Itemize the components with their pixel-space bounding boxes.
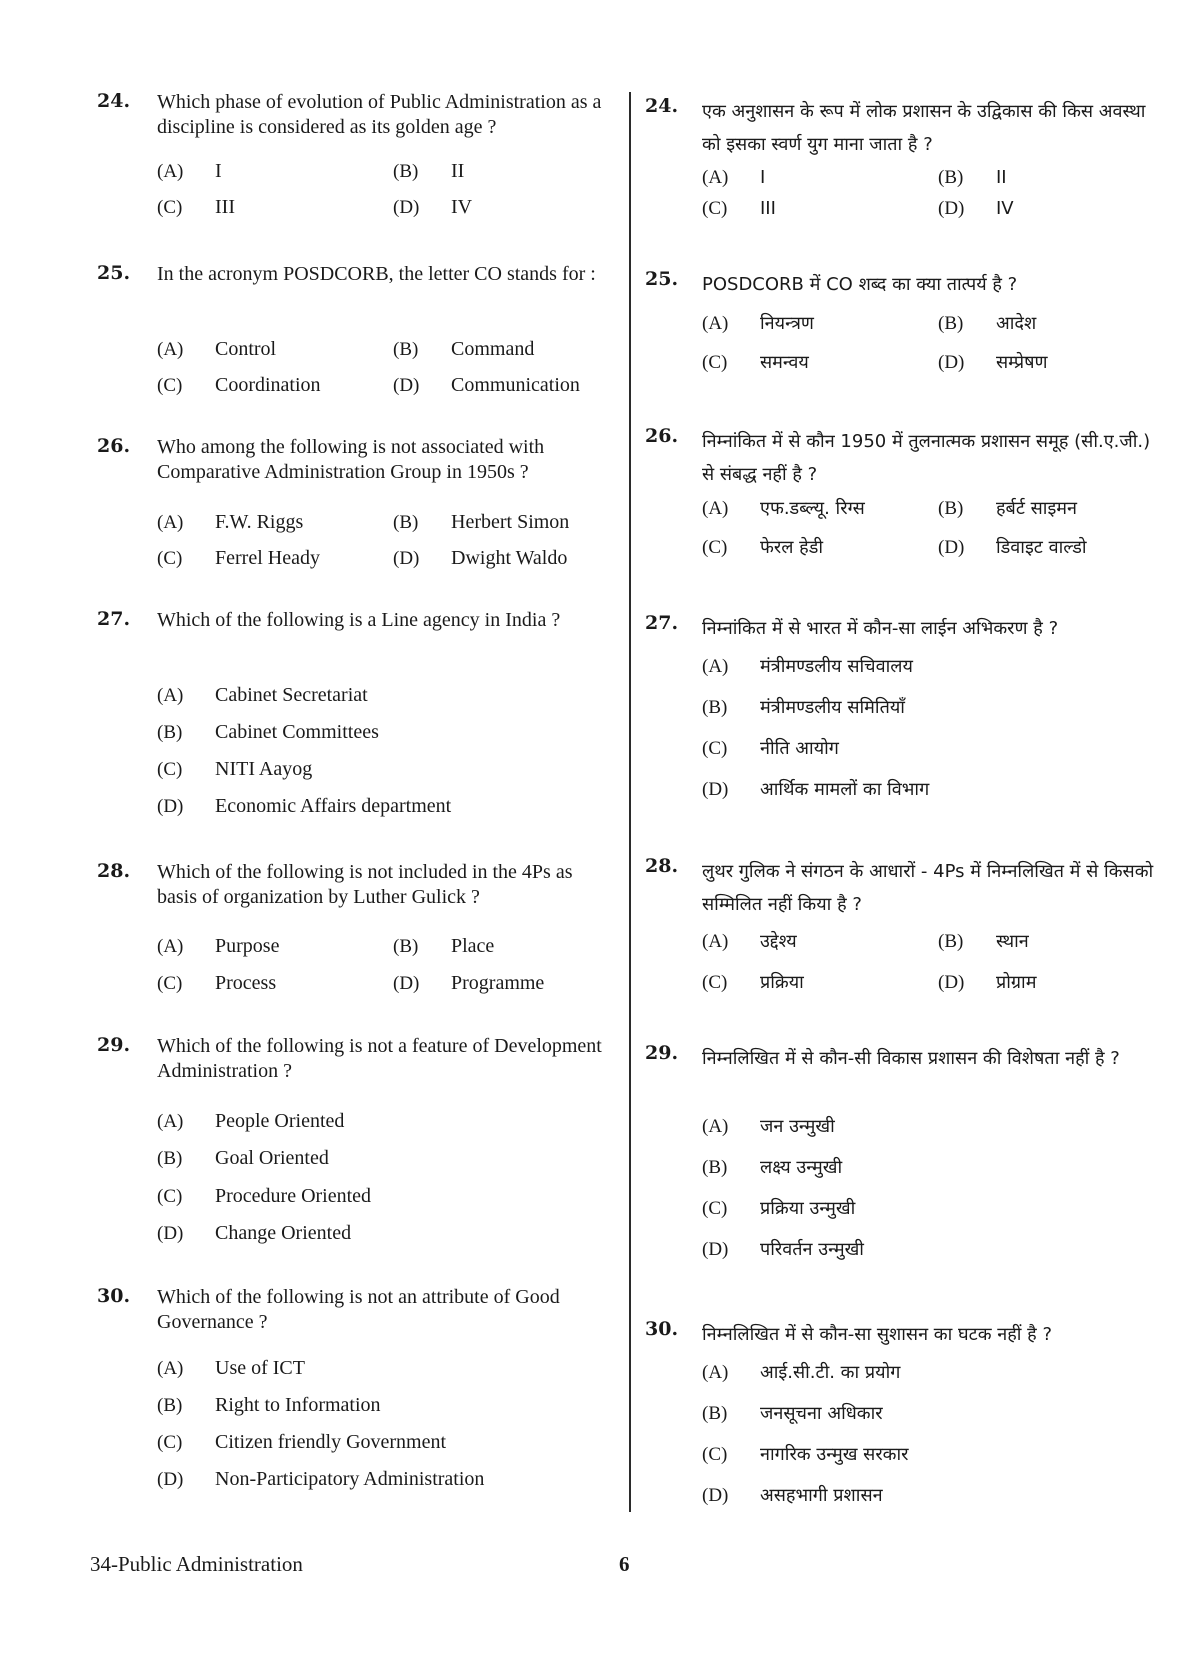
option-letter: (C) bbox=[157, 973, 183, 994]
option-a bbox=[157, 684, 368, 707]
option-text: Communication bbox=[451, 374, 580, 396]
option-text: Coordination bbox=[215, 374, 321, 396]
question-text: निम्नांकित में से भारत में कौन-सा लाईन अभिकरण है ? bbox=[702, 618, 1059, 639]
option-letter: (B) bbox=[938, 167, 964, 188]
question-number: 29. bbox=[645, 1042, 679, 1064]
option-text: आर्थिक मामलों का विभाग bbox=[760, 779, 930, 800]
option-text: समन्वय bbox=[760, 352, 809, 373]
option-text: प्रोग्राम bbox=[996, 972, 1037, 993]
option-c bbox=[702, 736, 839, 760]
question-number: 30. bbox=[645, 1318, 679, 1340]
page-number: 6 bbox=[619, 1552, 630, 1576]
option-a bbox=[157, 160, 222, 183]
option-text: Citizen friendly Government bbox=[215, 1431, 447, 1453]
question-number: 28. bbox=[645, 855, 679, 877]
option-text: Dwight Waldo bbox=[451, 547, 568, 569]
option-d bbox=[157, 1222, 351, 1245]
option-b bbox=[702, 1401, 883, 1425]
option-letter: (C) bbox=[157, 375, 183, 396]
option-letter: (B) bbox=[157, 722, 183, 743]
option-c bbox=[157, 1185, 371, 1208]
option-text: IV bbox=[996, 198, 1014, 219]
option-letter: (A) bbox=[157, 685, 184, 706]
option-text: III bbox=[760, 198, 776, 219]
option-text: उद्देश्य bbox=[760, 931, 797, 952]
option-d bbox=[157, 1468, 484, 1491]
option-c bbox=[702, 198, 776, 220]
column-divider bbox=[629, 92, 631, 1512]
option-a bbox=[157, 935, 279, 958]
option-letter: (A) bbox=[702, 1362, 729, 1383]
option-b bbox=[157, 1394, 381, 1417]
option-text: Process bbox=[215, 972, 277, 994]
option-letter: (D) bbox=[938, 537, 965, 558]
option-text: Goal Oriented bbox=[215, 1147, 329, 1169]
option-letter: (B) bbox=[702, 697, 728, 718]
option-b bbox=[157, 721, 379, 744]
option-text: आई.सी.टी. का प्रयोग bbox=[760, 1362, 901, 1383]
option-letter: (C) bbox=[157, 197, 183, 218]
option-text: हर्बर्ट साइमन bbox=[996, 498, 1078, 519]
option-letter: (C) bbox=[702, 352, 728, 373]
option-text: मंत्रीमण्डलीय सचिवालय bbox=[760, 656, 913, 677]
option-c bbox=[702, 1196, 855, 1220]
option-letter: (B) bbox=[938, 931, 964, 952]
option-letter: (A) bbox=[702, 498, 729, 519]
option-letter: (A) bbox=[157, 1111, 184, 1132]
question-number: 25. bbox=[645, 268, 679, 290]
option-text: Procedure Oriented bbox=[215, 1185, 372, 1207]
option-b bbox=[938, 929, 1029, 953]
option-letter: (B) bbox=[157, 1148, 183, 1169]
option-letter: (B) bbox=[702, 1157, 728, 1178]
option-d bbox=[938, 535, 1087, 559]
option-letter: (D) bbox=[393, 375, 420, 396]
option-letter: (C) bbox=[702, 738, 728, 759]
option-d bbox=[393, 196, 472, 219]
option-letter: (A) bbox=[702, 1116, 729, 1137]
option-text: डिवाइट वाल्डो bbox=[996, 537, 1087, 558]
option-d bbox=[938, 970, 1036, 994]
option-text: Ferrel Heady bbox=[215, 547, 320, 569]
option-d bbox=[938, 198, 1014, 220]
option-a bbox=[157, 511, 303, 534]
option-letter: (B) bbox=[157, 1395, 183, 1416]
option-letter: (D) bbox=[157, 796, 184, 817]
option-a bbox=[702, 167, 765, 189]
option-text: प्रक्रिया उन्मुखी bbox=[760, 1198, 856, 1219]
option-b bbox=[938, 311, 1036, 335]
option-text: II bbox=[451, 160, 465, 182]
option-letter: (A) bbox=[157, 512, 184, 533]
option-letter: (A) bbox=[702, 931, 729, 952]
option-letter: (B) bbox=[393, 512, 419, 533]
option-text: Cabinet Secretariat bbox=[215, 684, 368, 706]
question-number: 28. bbox=[97, 860, 131, 882]
option-text: सम्प्रेषण bbox=[996, 352, 1048, 373]
option-text: फेरल हेडी bbox=[760, 537, 824, 558]
question-text: Which phase of evolution of Public Administration as a discipline is considered as its golden age ? bbox=[157, 91, 602, 138]
question-text: Which of the following is a Line agency in India ? bbox=[157, 609, 561, 631]
option-letter: (B) bbox=[938, 498, 964, 519]
option-letter: (D) bbox=[393, 973, 420, 994]
option-letter: (D) bbox=[702, 1485, 729, 1506]
option-text: आदेश bbox=[996, 313, 1037, 334]
option-a bbox=[157, 338, 276, 361]
option-a bbox=[702, 929, 797, 953]
option-d bbox=[393, 547, 567, 570]
option-b bbox=[393, 338, 534, 361]
option-d bbox=[702, 777, 929, 801]
question-text: Who among the following is not associated with Comparative Administration Group in 1950s ? bbox=[157, 436, 545, 483]
option-letter: (A) bbox=[702, 313, 729, 334]
option-text: जन उन्मुखी bbox=[760, 1116, 835, 1137]
option-b bbox=[393, 511, 569, 534]
option-text: II bbox=[996, 167, 1007, 188]
option-letter: (C) bbox=[157, 1186, 183, 1207]
option-letter: (D) bbox=[938, 198, 965, 219]
option-c bbox=[157, 1431, 446, 1454]
option-letter: (C) bbox=[702, 537, 728, 558]
option-b bbox=[157, 1147, 329, 1170]
option-text: IV bbox=[451, 196, 473, 218]
question-number: 26. bbox=[97, 435, 131, 457]
option-d bbox=[393, 972, 544, 995]
option-letter: (D) bbox=[393, 548, 420, 569]
question-text: Which of the following is not a feature of Development Administration ? bbox=[157, 1035, 602, 1082]
question-number: 26. bbox=[645, 425, 679, 447]
option-text: एफ.डब्ल्यू. रिग्स bbox=[760, 498, 865, 519]
option-letter: (C) bbox=[702, 1444, 728, 1465]
option-text: Purpose bbox=[215, 935, 280, 957]
option-c bbox=[157, 972, 276, 995]
option-c bbox=[157, 196, 235, 219]
question-number: 29. bbox=[97, 1034, 131, 1056]
option-letter: (D) bbox=[938, 972, 965, 993]
question-text: Which of the following is not included in the 4Ps as basis of organization by Luther Gulick ? bbox=[157, 861, 573, 908]
option-letter: (A) bbox=[157, 339, 184, 360]
option-letter: (B) bbox=[393, 936, 419, 957]
option-text: परिवर्तन उन्मुखी bbox=[760, 1239, 864, 1260]
option-letter: (C) bbox=[157, 1432, 183, 1453]
option-a bbox=[702, 496, 865, 520]
option-letter: (C) bbox=[702, 1198, 728, 1219]
question-text: निम्नांकित में से कौन 1950 में तुलनात्मक प्रशासन समूह (सी.ए.जी.) से संबद्ध नहीं है ? bbox=[702, 431, 1151, 485]
option-b bbox=[702, 695, 905, 719]
option-letter: (D) bbox=[157, 1223, 184, 1244]
option-a bbox=[702, 1114, 835, 1138]
option-b bbox=[938, 167, 1007, 189]
option-d bbox=[157, 795, 451, 818]
option-text: स्थान bbox=[996, 931, 1029, 952]
question-number: 27. bbox=[645, 612, 679, 634]
option-letter: (D) bbox=[157, 1469, 184, 1490]
option-d bbox=[938, 350, 1048, 374]
option-text: प्रक्रिया bbox=[760, 972, 804, 993]
option-b bbox=[393, 935, 494, 958]
option-text: Command bbox=[451, 338, 535, 360]
question-text: Which of the following is not an attribute of Good Governance ? bbox=[157, 1286, 560, 1333]
option-text: Economic Affairs department bbox=[215, 795, 452, 817]
option-letter: (B) bbox=[393, 161, 419, 182]
question-number: 30. bbox=[97, 1285, 131, 1307]
option-a bbox=[702, 1360, 900, 1384]
option-c bbox=[702, 1442, 909, 1466]
question-number: 24. bbox=[645, 95, 679, 117]
option-c bbox=[157, 758, 312, 781]
question-text: निम्नलिखित में से कौन-सा सुशासन का घटक नहीं है ? bbox=[702, 1324, 1053, 1345]
option-b bbox=[702, 1155, 842, 1179]
option-a bbox=[702, 654, 913, 678]
option-text: Herbert Simon bbox=[451, 511, 570, 533]
question-number: 27. bbox=[97, 608, 131, 630]
option-letter: (D) bbox=[702, 1239, 729, 1260]
option-letter: (A) bbox=[157, 936, 184, 957]
option-a bbox=[157, 1357, 305, 1380]
option-d bbox=[393, 374, 580, 397]
question-text: लुथर गुलिक ने संगठन के आधारों - 4Ps में निम्नलिखित में से किसको सम्मिलित नहीं किया है ? bbox=[702, 861, 1154, 915]
option-text: Change Oriented bbox=[215, 1222, 352, 1244]
option-letter: (B) bbox=[938, 313, 964, 334]
option-text: Use of ICT bbox=[215, 1357, 305, 1379]
option-letter: (C) bbox=[157, 548, 183, 569]
option-a bbox=[157, 1110, 344, 1133]
option-letter: (A) bbox=[702, 167, 729, 188]
option-text: Non-Participatory Administration bbox=[215, 1468, 485, 1490]
option-letter: (A) bbox=[157, 1358, 184, 1379]
option-text: People Oriented bbox=[215, 1110, 345, 1132]
option-text: F.W. Riggs bbox=[215, 511, 304, 533]
option-text: I bbox=[760, 167, 766, 188]
option-text: I bbox=[215, 160, 222, 182]
question-text: In the acronym POSDCORB, the letter CO stands for : bbox=[157, 263, 596, 285]
option-c bbox=[157, 547, 320, 570]
option-letter: (B) bbox=[702, 1403, 728, 1424]
option-text: नियन्त्रण bbox=[760, 313, 814, 334]
option-letter: (C) bbox=[157, 759, 183, 780]
option-c bbox=[702, 970, 804, 994]
option-b bbox=[938, 496, 1077, 520]
option-letter: (A) bbox=[157, 161, 184, 182]
option-letter: (D) bbox=[702, 779, 729, 800]
option-text: NITI Aayog bbox=[215, 758, 313, 780]
question-text: निम्नलिखित में से कौन-सी विकास प्रशासन की विशेषता नहीं है ? bbox=[702, 1048, 1120, 1069]
option-text: Programme bbox=[451, 972, 545, 994]
question-text: POSDCORB में CO शब्द का क्या तात्पर्य है ? bbox=[702, 274, 1018, 295]
question-text: एक अनुशासन के रूप में लोक प्रशासन के उद्विकास की किस अवस्था को इसका स्वर्ण युग माना जाता है ? bbox=[702, 101, 1146, 155]
option-b bbox=[393, 160, 464, 183]
option-text: Right to Information bbox=[215, 1394, 381, 1416]
footer-title: 34-Public Administration bbox=[90, 1552, 303, 1576]
option-letter: (D) bbox=[938, 352, 965, 373]
option-text: III bbox=[215, 196, 235, 218]
option-text: Place bbox=[451, 935, 495, 957]
option-text: असहभागी प्रशासन bbox=[760, 1485, 883, 1506]
option-text: जनसूचना अधिकार bbox=[760, 1403, 883, 1424]
option-text: नीति आयोग bbox=[760, 738, 839, 759]
option-c bbox=[702, 350, 809, 374]
option-letter: (A) bbox=[702, 656, 729, 677]
question-number: 24. bbox=[97, 90, 131, 112]
option-c bbox=[702, 535, 823, 559]
option-letter: (D) bbox=[393, 197, 420, 218]
option-text: नागरिक उन्मुख सरकार bbox=[760, 1444, 909, 1465]
option-a bbox=[702, 311, 814, 335]
option-letter: (C) bbox=[702, 198, 728, 219]
option-text: Cabinet Committees bbox=[215, 721, 379, 743]
option-text: मंत्रीमण्डलीय समितियाँ bbox=[760, 697, 905, 718]
option-letter: (C) bbox=[702, 972, 728, 993]
option-d bbox=[702, 1483, 883, 1507]
option-c bbox=[157, 374, 321, 397]
option-letter: (B) bbox=[393, 339, 419, 360]
option-d bbox=[702, 1237, 864, 1261]
question-number: 25. bbox=[97, 262, 131, 284]
option-text: Control bbox=[215, 338, 277, 360]
option-text: लक्ष्य उन्मुखी bbox=[760, 1157, 843, 1178]
